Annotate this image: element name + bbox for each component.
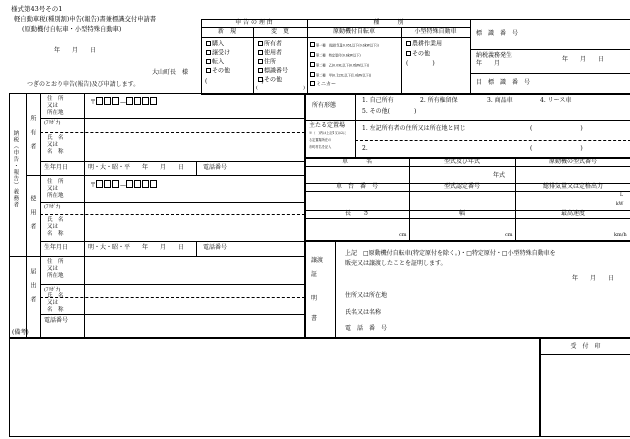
storage-label: 主たる定置場 (309, 122, 346, 129)
storage-note-1: ※（ )内は上記1又は2に (309, 131, 347, 135)
storage-note-3: 市町村名を記入 (309, 145, 332, 149)
type-moped-minicar[interactable]: ミニカー (310, 81, 336, 88)
transfer-name-label: 氏名又は名称 (345, 309, 382, 316)
form-title: 軽自動車税(種別割)申告(報告)書兼標識交付申請書 (14, 16, 157, 23)
reason-change-owner[interactable]: 所有者 (258, 41, 282, 48)
user-group-label: 使 用 者 (28, 195, 36, 230)
type-moped-class2b[interactable]: 第二種 乙(0.09L以下(0.8kW以下)) (310, 62, 369, 68)
unit-liter: L (620, 193, 623, 198)
type-special-farm[interactable]: 農耕作業用 (406, 41, 442, 48)
checkbox[interactable] (206, 59, 211, 64)
owner-address-label: 住 所 又は 所在地 (47, 96, 64, 116)
checkbox[interactable] (310, 81, 315, 86)
checkbox[interactable] (310, 52, 315, 57)
width-label: 幅 (458, 210, 465, 217)
transfer-address-label: 住所又は所在地 (345, 292, 388, 299)
user-name-label: 氏 名 又は 名 称 (47, 217, 64, 237)
transfer-side-label-1: 譲渡 (311, 257, 324, 264)
user-postal[interactable]: 〒 — (90, 180, 158, 190)
model-year-label: 年式 (493, 172, 506, 179)
header-date: 年 月 日 (54, 47, 97, 54)
max-speed-label: 最高速度 (560, 210, 585, 217)
reason-new-label: 新 規 (217, 28, 236, 35)
issue-label-1: 納税義務発生 (476, 52, 513, 59)
checkbox[interactable] (258, 68, 263, 73)
transfer-date[interactable]: 年 月 日 (572, 275, 615, 282)
taxpayer-group-label: 納税（申告・報告）義務者 (12, 130, 19, 208)
receipt-label: 受 付 印 (570, 343, 601, 350)
checkbox[interactable] (310, 42, 315, 47)
transfer-text-1: 上記 □原動機付自転車(特定原付を除く。)・□特定原付・□小型特殊自動車を (345, 250, 556, 257)
frame-number-label: 車 台 番 号 (335, 183, 378, 190)
checkbox[interactable] (258, 50, 263, 55)
remarks-area[interactable] (9, 338, 540, 437)
storage-note-2: る定置場所在の (309, 138, 332, 142)
checkbox[interactable] (310, 62, 315, 67)
owner-name-label: 氏 名 又は 名 称 (47, 135, 64, 155)
intro-text: つぎのとおり申告(報告)及び申請します。 (27, 81, 140, 88)
form-number: 様式第43号その1 (11, 5, 63, 13)
filer-phone-label: 電話番号 (44, 317, 69, 324)
receipt-stamp-area (540, 338, 630, 437)
length-label: 長 さ (344, 210, 369, 217)
reason-new-paren[interactable]: ( ) (205, 78, 264, 85)
target-sign-label: 目 標 識 番 号 (476, 79, 531, 86)
ownership-opt-5[interactable]: 5. その他( ) (362, 108, 417, 115)
filer-name-label: 氏 名 又は 名 称 (47, 293, 64, 313)
owner-group-label: 所 有 者 (28, 115, 36, 150)
displacement-label: 総排気量又は定格出力 (542, 183, 603, 190)
ownership-label: 所有形態 (312, 102, 337, 109)
checkbox[interactable] (206, 68, 211, 73)
owner-birth-value[interactable]: 明・大・昭・平 年 月 日 (88, 164, 185, 171)
type-header: 種 別 (373, 19, 404, 26)
type-moped-special[interactable]: 第二種 特定原付(0.6kW以下) (310, 52, 361, 58)
vehicle-model-label: 型式及び年式 (443, 158, 480, 165)
transfer-side-label-3: 明 (311, 295, 318, 302)
type-special-paren[interactable]: ( ) (406, 60, 435, 67)
sign-number-label: 標 識 番 号 (476, 30, 519, 37)
transfer-phone-label: 電 話 番 号 (345, 325, 388, 332)
checkbox[interactable] (258, 59, 263, 64)
vehicle-name-label: 車 名 (341, 158, 372, 165)
checkbox[interactable] (406, 51, 411, 56)
ownership-opt-3[interactable]: 3. 商品車 (487, 97, 513, 104)
type-moped-class1[interactable]: 第一種 (総排気量0.05L以下(0.6kW以下)) (310, 42, 379, 48)
filer-address-label: 住 所 又は 所在地 (47, 259, 64, 279)
owner-postal[interactable]: 〒 — (90, 97, 158, 107)
issue-label-2: 年 月 (476, 60, 501, 67)
user-phone-label: 電話番号 (203, 244, 228, 251)
checkbox[interactable] (310, 72, 315, 77)
user-birth-value[interactable]: 明・大・昭・平 年 月 日 (88, 244, 185, 251)
filer-group-label: 届 出 者 (28, 268, 36, 303)
user-birth-label: 生年月日 (44, 244, 69, 251)
ownership-opt-4[interactable]: 4. リース車 (540, 97, 572, 104)
user-furigana-label: (ﾌﾘｶﾞﾅ) (44, 204, 61, 210)
reason-new-transfer[interactable]: 譲受け (206, 50, 230, 57)
reason-header: 申 告 の 理 由 (235, 19, 273, 26)
reason-change-address[interactable]: 住所 (258, 59, 276, 66)
filer-furigana-label: (ﾌﾘｶﾞﾅ) (44, 287, 61, 293)
issue-date[interactable]: 年 月 日 (562, 56, 605, 63)
remarks-label: (備考) (12, 329, 29, 336)
ownership-opt-2[interactable]: 2. 所有権留保 (420, 97, 458, 104)
type-special-other[interactable]: その他 (406, 51, 430, 58)
reason-new-other[interactable]: その他 (206, 68, 230, 75)
storage-opt-2[interactable]: 2. (362, 145, 368, 152)
owner-birth-label: 生年月日 (44, 164, 69, 171)
owner-phone-label: 電話番号 (203, 164, 228, 171)
storage-opt-1[interactable]: 1. 左記所有者の住所又は所在地と同じ (362, 125, 466, 132)
type-moped-class2a[interactable]: 第二種 甲(0.125L以下(1.0kW以下)) (310, 72, 371, 78)
transfer-text-2: 販売又は譲渡したことを証明します。 (345, 260, 447, 267)
storage-opt-1-paren[interactable]: ( ) (530, 125, 583, 132)
checkbox[interactable] (206, 50, 211, 55)
transfer-side-label-4: 書 (311, 315, 318, 322)
type-special-label: 小型特殊自動車 (414, 28, 457, 35)
reason-new-movein[interactable]: 転入 (206, 59, 224, 66)
checkbox[interactable] (258, 77, 263, 82)
reason-change-label: 変 更 (270, 28, 289, 35)
storage-opt-2-paren[interactable]: ( ) (530, 145, 583, 152)
addressee: 大山町長 様 (152, 69, 189, 76)
reason-change-sign[interactable]: 標識番号 (258, 68, 288, 75)
transfer-side-label-2: 証 (311, 271, 318, 278)
unit-kw: kW (616, 202, 624, 207)
user-address-label: 住 所 又は 所在地 (47, 179, 64, 199)
cert-number-label: 型式認定番号 (443, 183, 480, 190)
reason-change-paren[interactable]: ( ) (256, 85, 305, 91)
vehicle-table (305, 158, 630, 241)
owner-furigana-label: (ﾌﾘｶﾞﾅ) (44, 120, 61, 126)
reason-new-purchase[interactable]: 購入 (206, 41, 224, 48)
unit-cm-length: cm (399, 232, 407, 238)
checkbox[interactable] (258, 41, 263, 46)
reason-change-other[interactable]: その他 (258, 77, 282, 84)
ownership-opt-1[interactable]: 1. 自己所有 (362, 97, 394, 104)
checkbox[interactable] (206, 41, 211, 46)
form-subtitle: (原動機付自転車・小型特殊自動車) (22, 26, 122, 33)
reason-change-user[interactable]: 使用者 (258, 50, 282, 57)
type-moped-label: 原動機付自転車 (332, 28, 375, 35)
unit-cm-width: cm (505, 232, 513, 238)
checkbox[interactable] (406, 41, 411, 46)
engine-model-label: 原動機の型式番号 (548, 158, 597, 165)
unit-kmh: km/h (614, 232, 627, 238)
